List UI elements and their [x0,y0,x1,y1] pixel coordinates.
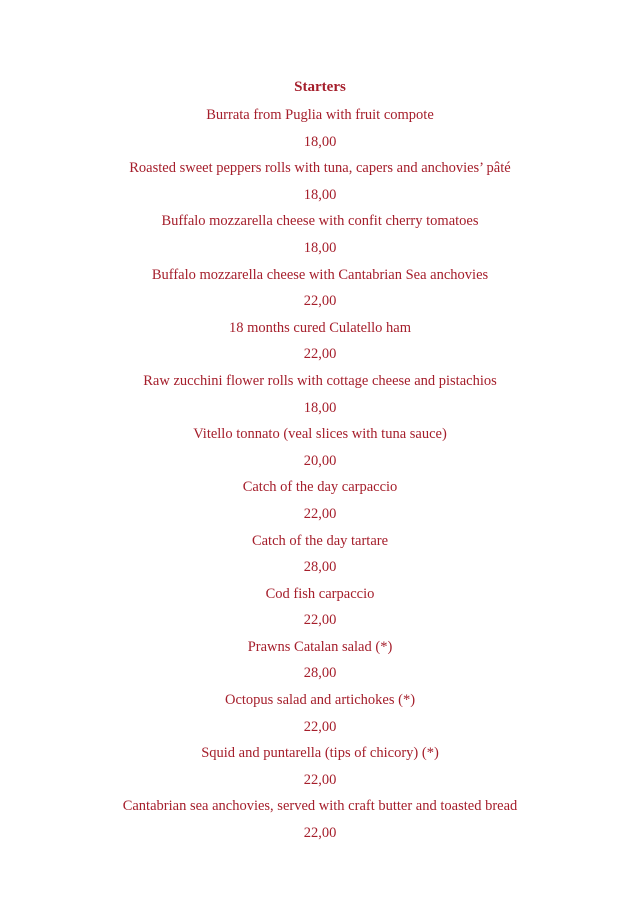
menu-item [0,208,640,261]
dish-price: 18,00 [303,186,337,203]
dish-price: 18,00 [303,133,337,150]
dish-price: 18,00 [303,399,337,416]
dish-name: Cantabrian sea anchovies, served with craft butter and toasted bread [122,798,518,815]
dish-name: Catch of the day tartare [251,532,389,549]
menu-item [0,793,640,846]
menu-item [0,687,640,740]
menu-item [0,581,640,634]
section-title: Starters [294,79,346,95]
dish-name: Cod fish carpaccio [265,585,375,602]
dish-price: 22,00 [303,718,337,735]
menu-item [0,155,640,208]
dish-name: Vitello tonnato (veal slices with tuna sauce) [193,426,447,443]
dish-price: 28,00 [303,559,337,576]
menu-item [0,368,640,421]
dish-price: 22,00 [303,293,337,310]
menu-section [0,76,640,847]
dish-price: 18,00 [303,239,337,256]
menu-item [0,262,640,315]
menu-item [0,315,640,368]
dish-name: Squid and puntarella (tips of chicory) (*) [201,745,439,762]
menu-item [0,474,640,527]
dish-price: 22,00 [303,771,337,788]
dish-name: Burrata from Puglia with fruit compote [206,107,434,123]
menu-item [0,740,640,793]
dish-name: Roasted sweet peppers rolls with tuna, capers and anchovies’ pâté [129,160,511,177]
dish-price: 28,00 [303,665,337,682]
menu-item [0,634,640,687]
dish-price: 22,00 [303,612,337,629]
dish-name: Raw zucchini flower rolls with cottage cheese and pistachios [143,372,497,389]
dish-name: 18 months cured Culatello ham [228,319,412,336]
menu-item [0,421,640,474]
dish-name: Octopus salad and artichokes (*) [224,692,416,709]
dish-price: 22,00 [303,346,337,363]
dish-name: Prawns Catalan salad (*) [247,638,393,655]
dish-price: 22,00 [303,825,337,842]
dish-name: Buffalo mozzarella cheese with Cantabrian Sea anchovies [151,266,489,283]
dish-price: 20,00 [303,452,337,469]
dish-name: Catch of the day carpaccio [242,479,398,496]
menu-item [0,528,640,581]
dish-price: 22,00 [303,505,337,522]
dish-name: Buffalo mozzarella cheese with confit cherry tomatoes [161,213,479,230]
menu-item [0,102,640,155]
